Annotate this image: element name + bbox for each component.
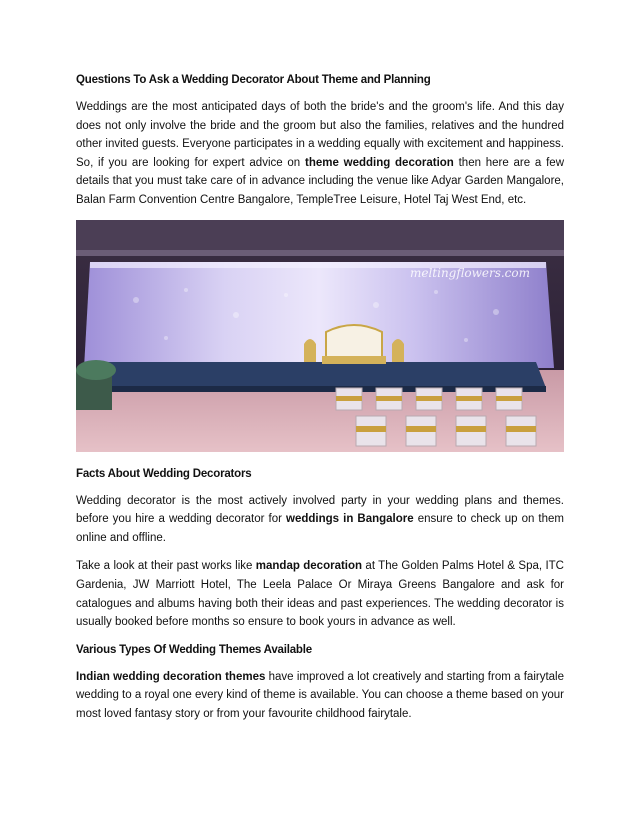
heading-questions: Questions To Ask a Wedding Decorator About Theme and Planning: [76, 74, 431, 86]
paragraph-intro-text-b: then here are a few details that you must take care of in advance including the venue like Adyar Garden Mangalore, Balan Farm Convention Centre Bangalore, TempleTree Leisure, Hotel Taj West End, etc.: [76, 156, 564, 206]
document-body: [76, 72, 564, 734]
link-theme-wedding-decoration: theme wedding decoration: [304, 156, 454, 169]
photo-watermark: meltingflowers.com: [409, 265, 530, 280]
paragraph-facts-1-text-a: Wedding decorator is the most actively involved party in your wedding plans and themes. before you hire a wedding decorator for: [76, 494, 564, 526]
link-indian-wedding-decoration-themes: Indian wedding decoration themes: [76, 670, 266, 683]
heading-facts: Facts About Wedding Decorators: [76, 467, 252, 480]
wedding-stage-photo: [76, 220, 564, 452]
paragraph-themes: [76, 668, 564, 724]
paragraph-facts-2-text-b: at The Golden Palms Hotel & Spa, ITC Gardenia, JW Marriott Hotel, The Leela Palace Or Miraya Greens Bangalore and ask for catalogues and albums having both their ideas and past experiences. The wedding decorator is usually booked before months so ensure to book yours in advance as well.: [76, 560, 564, 629]
heading-themes: Various Types Of Wedding Themes Available: [76, 643, 312, 656]
link-mandap-decoration: mandap decoration: [255, 560, 363, 573]
link-weddings-in-bangalore: weddings in Bangalore: [286, 513, 414, 526]
paragraph-facts-1-text-b: ensure to check up on them online and offline.: [76, 513, 564, 544]
paragraph-facts-2: [76, 557, 564, 631]
paragraph-facts-2-text-a: Take a look at their past works like: [76, 560, 256, 573]
paragraph-intro-text-a: Weddings are the most anticipated days of both the bride's and the groom's life. And this day does not only involve the bride and the groom but also the families, relatives and the hundred other invited guests. Everyone participates in a wedding equally with excitement and happiness. So, if you are looking for expert advice on: [76, 101, 564, 169]
paragraph-themes-text: have improved a lot creatively and starting from a fairytale wedding to a royal one every kind of theme is available. You can choose a theme based on your most loved fantasy story or from your favourite childhood fairytale.: [76, 670, 564, 720]
paragraph-facts-1: [76, 492, 564, 548]
paragraph-intro: [76, 98, 564, 210]
